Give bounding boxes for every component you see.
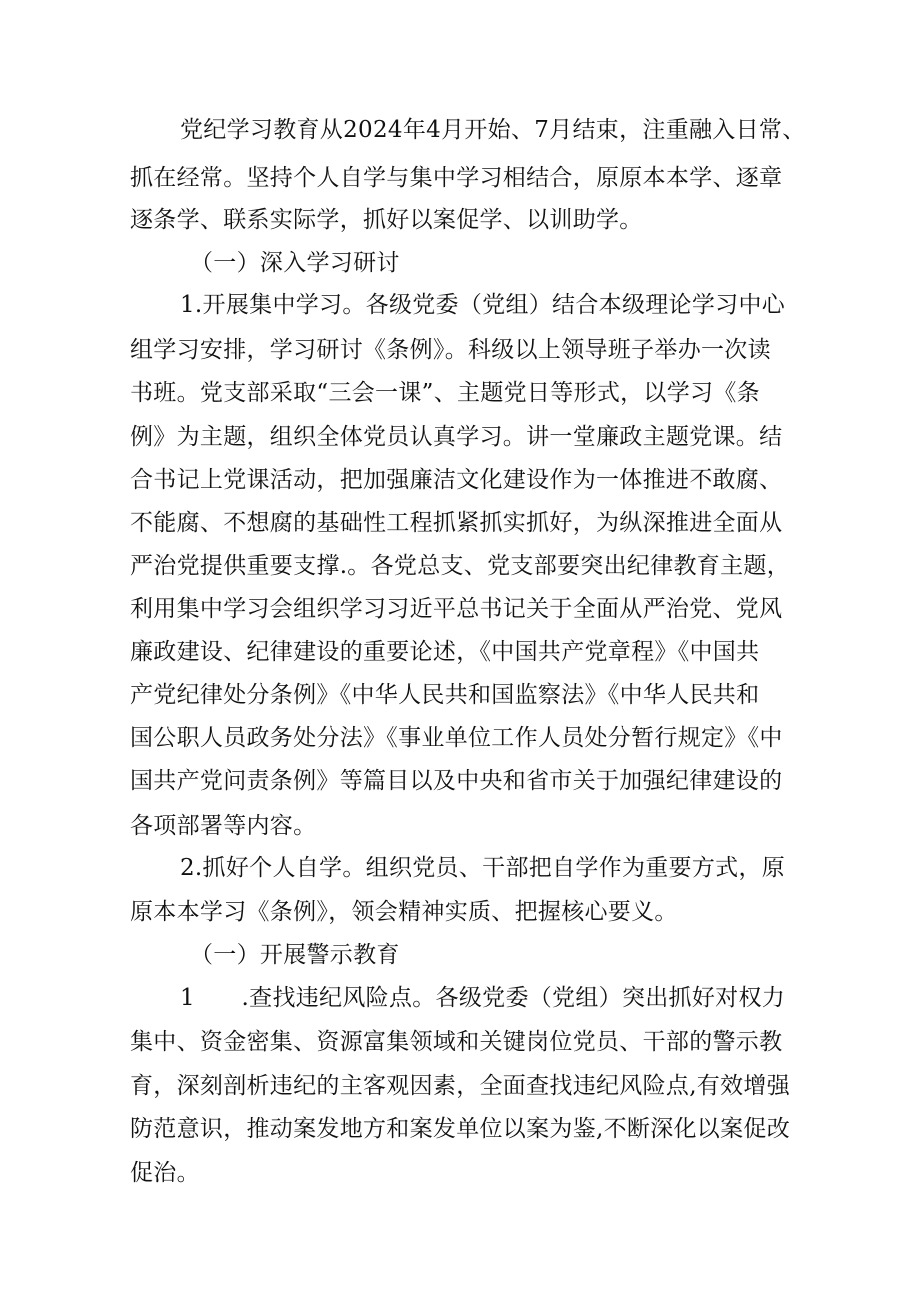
section-heading: （一）开展警示教育 [190, 942, 400, 968]
body-line: 廉政建设、纪律建设的重要论述，《中国共产党章程》《中国共 [130, 639, 760, 665]
body-line: 防范意识，推动案发地方和案发单位以案为鉴,不断深化以案促改 [130, 1116, 791, 1142]
body-line: 2.抓好个人自学。组织党员、干部把自学作为重要方式，原 [180, 855, 786, 881]
body-line: 1.开展集中学习。各级党委（党组）结合本级理论学习中心 [180, 292, 786, 318]
body-line: 合书记上党课活动，把加强廉洁文化建设作为一体推进不敢腐、 [130, 467, 783, 493]
body-line: 严治党提供重要支撑.。各党总支、党支部要突出纪律教育主题， [130, 553, 791, 579]
body-line: 逐条学、联系实际学，抓好以案促学、以训助学。 [130, 207, 643, 233]
body-line: 1 .查找违纪风险点。各级党委（党组）突出抓好对权力 [180, 985, 786, 1011]
body-line: 抓在经常。坚持个人自学与集中学习相结合，原原本本学、逐章 [130, 165, 783, 191]
section-heading: （一）深入学习研讨 [190, 250, 400, 276]
body-line: 促治。 [130, 1160, 200, 1186]
body-line: 不能腐、不想腐的基础性工程抓紧抓实抓好，为纵深推进全面从 [130, 510, 783, 536]
body-line: 书班。党支部采取“三会一课”、主题党日等形式，以学习《条 [130, 380, 760, 406]
body-line: 育，深刻剖析违纪的主客观因素，全面查找违纪风险点,有效增强 [130, 1073, 791, 1099]
body-line: 党纪学习教育从2024年4月开始、7月结束，注重融入日常、 [180, 117, 806, 143]
body-line: 例》为主题，组织全体党员认真学习。讲一堂廉政主题党课。结 [130, 424, 783, 450]
body-line: 利用集中学习会组织学习习近平总书记关于全面从严治党、党风 [130, 596, 783, 622]
body-line: 产党纪律处分条例》《中华人民共和国监察法》《中华人民共和 [130, 682, 760, 708]
body-line: 国公职人员政务处分法》《事业单位工作人员处分暂行规定》《中 [130, 725, 783, 751]
body-line: 国共产党问责条例》等篇目以及中央和省市关于加强纪律建设的 [130, 768, 783, 794]
body-line: 组学习安排，学习研讨《条例》。科级以上领导班子举办一次读 [130, 337, 771, 363]
body-line: 集中、资金密集、资源富集领域和关键岗位党员、干部的警示教 [130, 1029, 783, 1055]
body-line: 原本本学习《条例》，领会精神实质、把握核心要义。 [130, 899, 678, 925]
body-line: 各项部署等内容。 [130, 813, 317, 839]
